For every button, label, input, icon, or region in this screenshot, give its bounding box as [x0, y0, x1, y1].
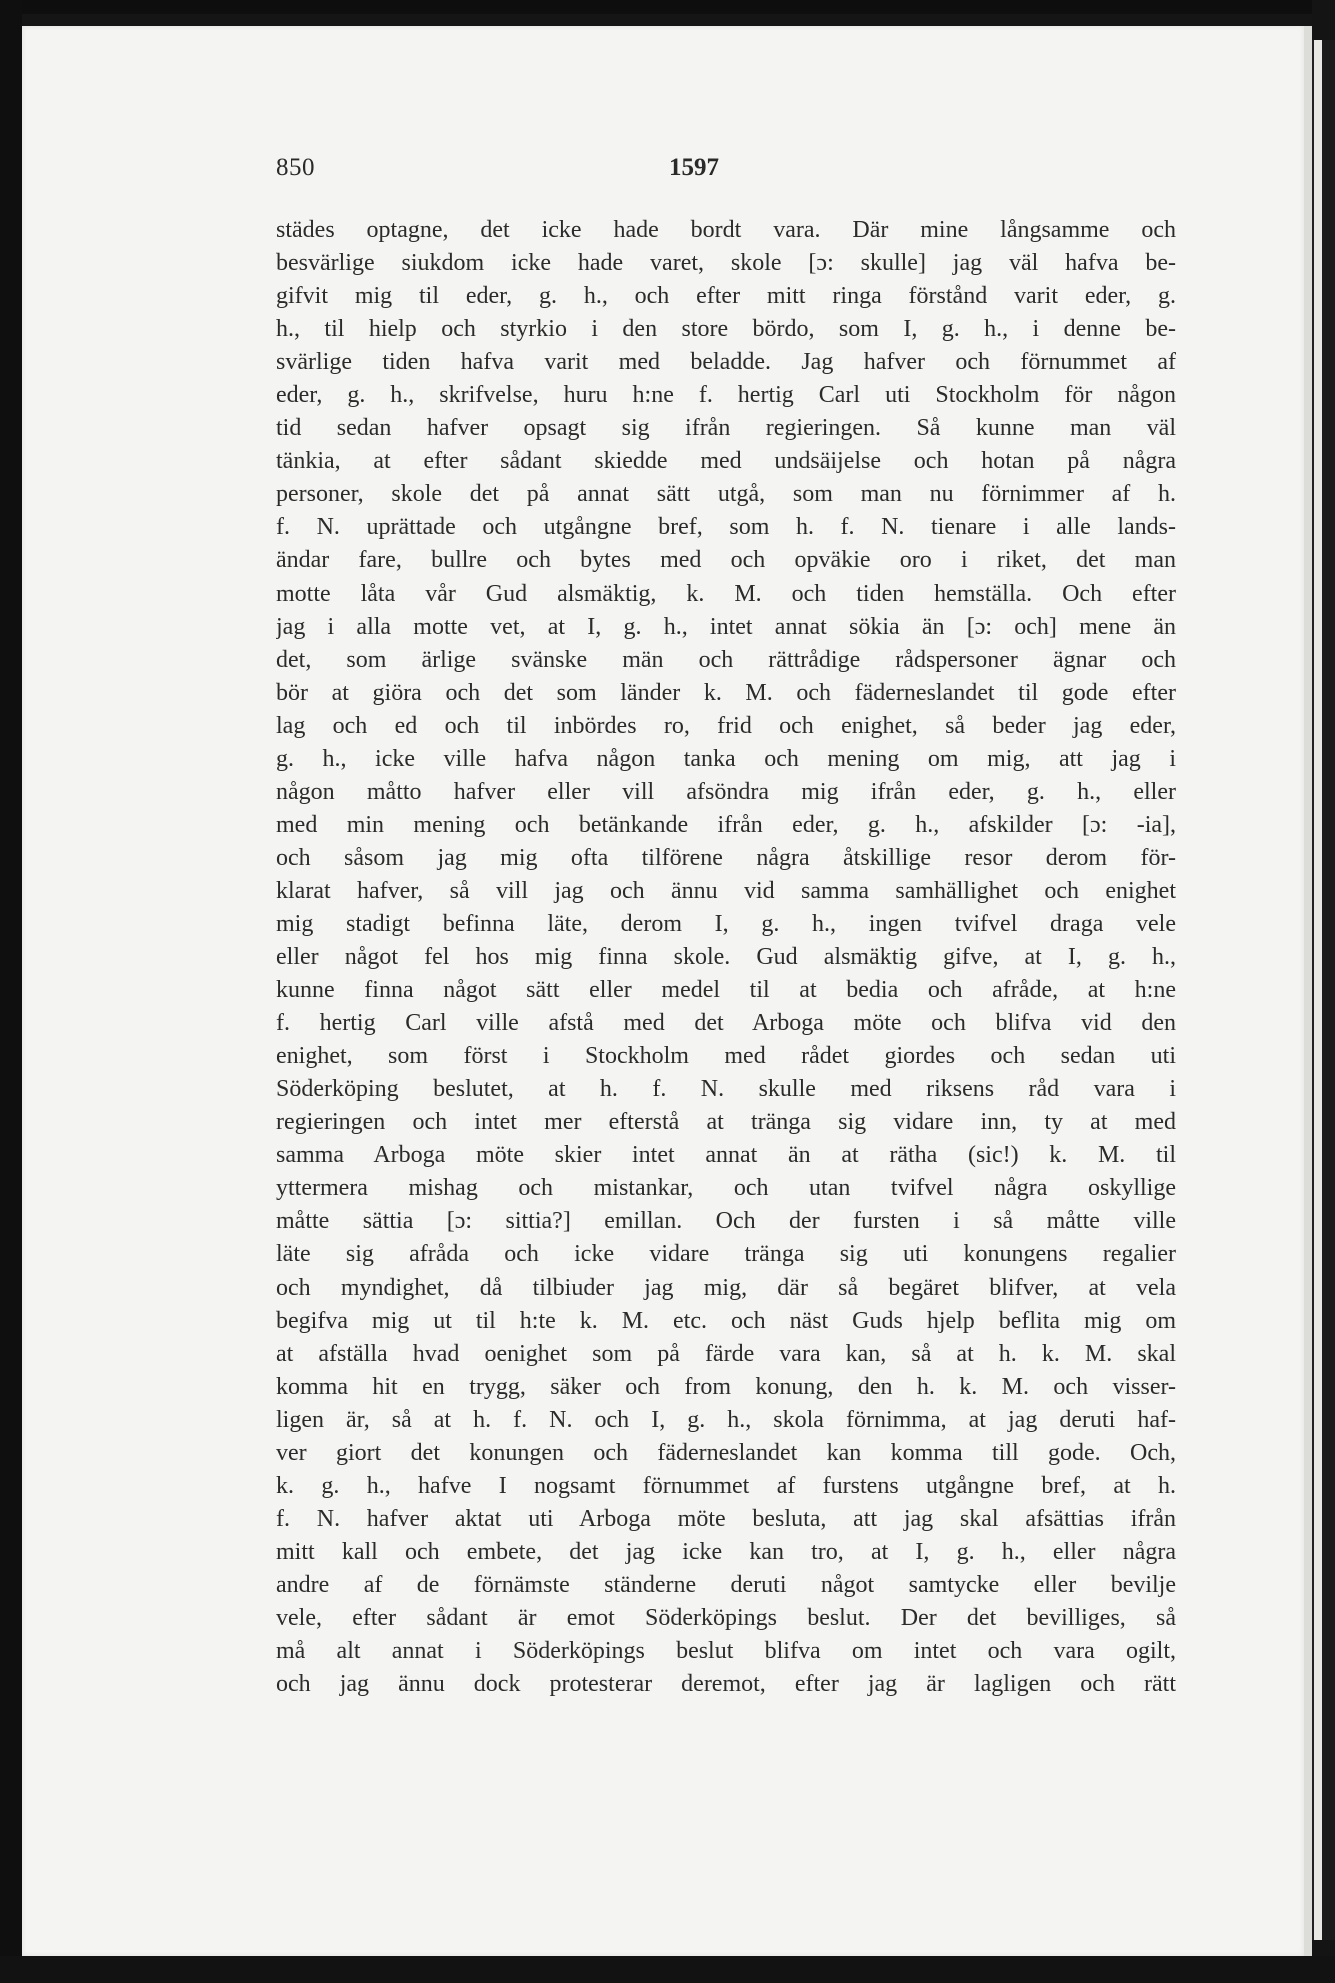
binding-shadow: [1322, 40, 1335, 1940]
text-line: samma Arboga möte skier intet annat än at rätha (sic!) k. M. til: [276, 1142, 1176, 1169]
text-line: må alt annat i Söderköpings beslut blifva om intet och vara ogilt,: [276, 1638, 1176, 1665]
text-line: med min mening och betänkande ifrån eder, g. h., afskilder [ɔ: -ia],: [276, 811, 1176, 838]
scan-left-edge: [0, 0, 22, 1983]
text-line: ändar fare, bullre och bytes med och opväkie oro i riket, det man: [276, 547, 1176, 574]
body-text: [276, 214, 1176, 1701]
scan-bottom-edge: [0, 1956, 1335, 1983]
text-line: besvärlige siukdom icke hade varet, skole [ɔ: skulle] jag väl hafva be-: [276, 250, 1176, 277]
text-line: h., til hielp och styrkio i den store bördo, som I, g. h., i denne be-: [276, 316, 1176, 343]
text-line: ver giort det konungen och fäderneslandet kan komma till gode. Och,: [276, 1439, 1176, 1466]
text-line: jag i alla motte vet, at I, g. h., intet annat sökia än [ɔ: och] mene än: [276, 613, 1176, 640]
text-line: komma hit en trygg, säker och from konung, den h. k. M. och visser-: [276, 1373, 1176, 1400]
text-line: regieringen och intet mer efterstå at tränga sig vidare inn, ty at med: [276, 1109, 1176, 1136]
scan-top-edge: [0, 0, 1335, 14]
text-line: eller något fel hos mig finna skole. Gud alsmäktig gifve, at I, g. h.,: [276, 944, 1176, 971]
text-line: vele, efter sådant är emot Söderköpings beslut. Der det bevilliges, så: [276, 1604, 1176, 1631]
text-line: Söderköping beslutet, at h. f. N. skulle med riksens råd vara i: [276, 1076, 1176, 1103]
text-line: någon måtto hafver eller vill afsöndra mig ifrån eder, g. h., eller: [276, 778, 1176, 805]
running-header: [276, 154, 1181, 190]
text-line: k. g. h., hafve I nogsamt förnummet af furstens utgångne bref, at h.: [276, 1472, 1176, 1499]
text-line: f. N. hafver aktat uti Arboga möte besluta, att jag skal afsättias ifrån: [276, 1505, 1176, 1532]
text-line: och jag ännu dock protesterar deremot, efter jag är lagligen och rätt: [276, 1671, 1176, 1698]
page-number: 850: [276, 154, 315, 181]
text-line: ligen är, så at h. f. N. och I, g. h., skola förnimma, at jag deruti haf-: [276, 1406, 1176, 1433]
text-line: g. h., icke ville hafva någon tanka och mening om mig, att jag i: [276, 745, 1176, 772]
text-line: mig stadigt befinna läte, derom I, g. h., ingen tvifvel draga vele: [276, 910, 1176, 937]
text-line: f. hertig Carl ville afstå med det Arboga möte och blifva vid den: [276, 1010, 1176, 1037]
text-line: kunne finna något sätt eller medel til at bedia och afråde, at h:ne: [276, 977, 1176, 1004]
text-line: bör at giöra och det som länder k. M. och fäderneslandet til gode efter: [276, 679, 1176, 706]
text-line: tid sedan hafver opsagt sig ifrån regieringen. Så kunne man väl: [276, 415, 1176, 442]
text-line: begifva mig ut til h:te k. M. etc. och näst Guds hjelp beflita mig om: [276, 1307, 1176, 1334]
text-line: andre af de förnämste ständerne deruti något samtycke eller bevilje: [276, 1571, 1176, 1598]
year-heading: 1597: [669, 154, 719, 181]
text-line: f. N. uprättade och utgångne bref, som h. f. N. tienare i alle lands-: [276, 514, 1176, 541]
text-line: städes optagne, det icke hade bordt vara. Där mine långsamme och: [276, 217, 1176, 243]
text-line: at afställa hvad oenighet som på färde vara kan, så at h. k. M. skal: [276, 1340, 1176, 1367]
text-line: lag och ed och til inbördes ro, frid och enighet, så beder jag eder,: [276, 712, 1176, 739]
text-line: mitt kall och embete, det jag icke kan tro, at I, g. h., eller några: [276, 1538, 1176, 1565]
text-line: enighet, som först i Stockholm med rådet giordes och sedan uti: [276, 1043, 1176, 1070]
text-line: personer, skole det på annat sätt utgå, som man nu förnimmer af h.: [276, 481, 1176, 508]
text-line: klarat hafver, så vill jag och ännu vid samma samhällighet och enighet: [276, 877, 1176, 904]
text-line: och såsom jag mig ofta tilförene några åtskillige resor derom för-: [276, 844, 1176, 871]
text-line: yttermera mishag och mistankar, och utan tvifvel några oskyllige: [276, 1175, 1176, 1202]
text-line: gifvit mig til eder, g. h., och efter mitt ringa förstånd varit eder, g.: [276, 283, 1176, 310]
text-line: läte sig afråda och icke vidare tränga sig uti konungens regalier: [276, 1241, 1176, 1268]
text-line: måtte sättia [ɔ: sittia?] emillan. Och der fursten i så måtte ville: [276, 1208, 1176, 1235]
text-line: tänkia, at efter sådant skiedde med undsäijelse och hotan på några: [276, 448, 1176, 475]
text-line: motte låta vår Gud alsmäktig, k. M. och tiden hemställa. Och efter: [276, 580, 1176, 607]
text-line: svärlige tiden hafva varit med beladde. Jag hafver och förnummet af: [276, 349, 1176, 376]
text-line: eder, g. h., skrifvelse, huru h:ne f. hertig Carl uti Stockholm för någon: [276, 382, 1176, 409]
page-right-margin-strip: [1304, 26, 1312, 1956]
text-line: det, som ärlige svänske män och rättrådige rådspersoner ägnar och: [276, 646, 1176, 673]
text-line: och myndighet, då tilbiuder jag mig, där så begäret blifver, at vela: [276, 1274, 1176, 1301]
